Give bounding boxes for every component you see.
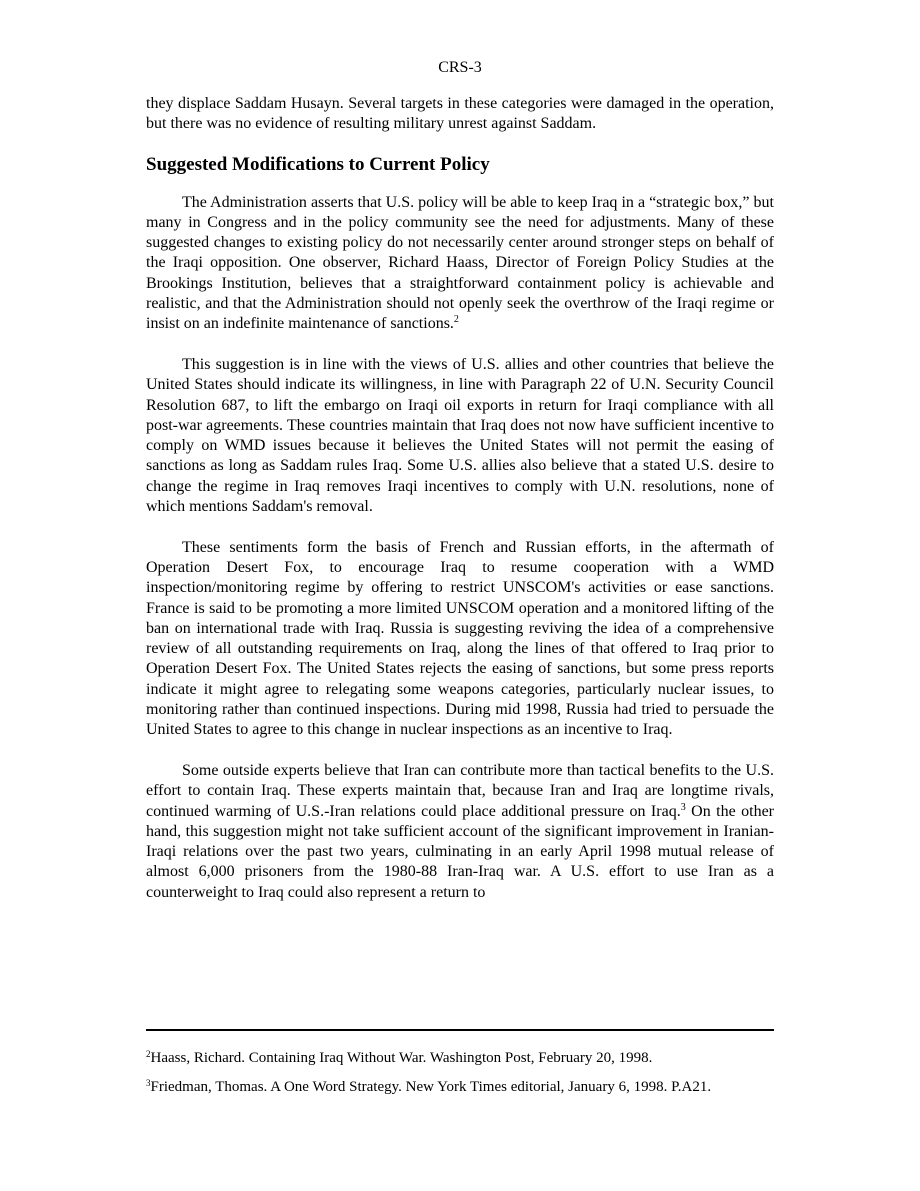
paragraph-french-russian-efforts: These sentiments form the basis of French and Russian efforts, in the aftermath of Operation Desert Fox, to encourage Iraq to resume cooperation with a WMD inspection/monitoring regime by offering to restrict UNSCOM's activities or ease sanctions. France is said to be promoting a more limited UNSCOM operation and a monitored lifting of the ban on international trade with Iraq. Russia is suggesting reviving the idea of a comprehensive review of all outstanding requirements on Iraq, along the lines of that offered to Iraq prior to Operation Desert Fox. The United States rejects the easing of sanctions, but some press reports indicate it might agree to relegating some weapons categories, particularly nuclear issues, to monitoring rather than continued inspections. During mid 1998, Russia had tried to persuade the United States to agree to this change in nuclear inspections as an incentive to Iraq. [146, 538, 774, 739]
paragraph-spacer [146, 517, 774, 537]
paragraph-administration-policy [146, 193, 774, 335]
footnotes [146, 1048, 774, 1106]
footnote-divider [146, 1029, 774, 1031]
footnote-number: 3 [146, 1078, 151, 1088]
footnote-reference: 3 [680, 801, 686, 813]
footnote-text: Friedman, Thomas. A One Word Strategy. New York Times editorial, January 6, 1998. P.A21. [150, 1079, 712, 1095]
paragraph-text: On the other hand, this suggestion might not take sufficient account of the significant improvement in Iranian-Iraqi relations over the past two years, culminating in an early April 1998 mutual release of almost 6,000 prisoners from the 1980-88 Iran-Iraq war. A U.S. effort to use Iran as a counterweight to Iraq could also represent a return to [146, 802, 775, 901]
footnote-item [146, 1048, 774, 1068]
paragraph-spacer [146, 335, 774, 355]
paragraph-allied-views: This suggestion is in line with the views of U.S. allies and other countries that believe the United States should indicate its willingness, in line with Paragraph 22 of U.N. Security Council Resolution 687, to lift the embargo on Iraqi oil exports in return for Iraqi compliance with all post-war agreements. These countries maintain that Iraq does not now have sufficient incentive to comply on WMD issues because it believes the United States will not permit the easing of sanctions as long as Saddam rules Iraq. Some U.S. allies also believe that a stated U.S. desire to change the regime in Iraq removes Iraqi incentives to comply with U.N. resolutions, none of which mentions Saddam's removal. [146, 355, 774, 516]
footnote-reference: 2 [453, 314, 459, 326]
paragraph-text: The Administration asserts that U.S. policy will be able to keep Iraq in a “strategic box,” but many in Congress and in the policy community see the need for adjustments. Many of these suggested changes to existing policy do not necessarily center around stronger steps on behalf of the Iraqi opposition. One observer, Richard Haass, Director of Foreign Policy Studies at the Brookings Institution, believes that a straightforward containment policy is achievable and realistic, and that the Administration should not openly seek the overthrow of the Iraqi regime or insist on an indefinite maintenance of sanctions. [146, 193, 774, 333]
paragraph-iran-role [146, 761, 774, 903]
page-number: CRS-3 [438, 59, 482, 76]
paragraph-text: Some outside experts believe that Iran can contribute more than tactical benefits to the U.S. effort to contain Iraq. These experts maintain that, because Iran and Iraq are longtime rivals, continued warming of U.S.-Iran relations could place additional pressure on Iraq. [146, 761, 774, 820]
body-text [146, 94, 774, 903]
footnote-item [146, 1077, 774, 1097]
continued-paragraph: they displace Saddam Husayn. Several targets in these categories were damaged in the operation, but there was no evidence of resulting military unrest against Saddam. [146, 95, 774, 133]
footnote-number: 2 [146, 1049, 151, 1059]
paragraph-spacer [146, 741, 774, 761]
section-heading: Suggested Modifications to Current Policy [146, 153, 490, 175]
footnote-text: Haass, Richard. Containing Iraq Without War. Washington Post, February 20, 1998. [150, 1050, 653, 1066]
